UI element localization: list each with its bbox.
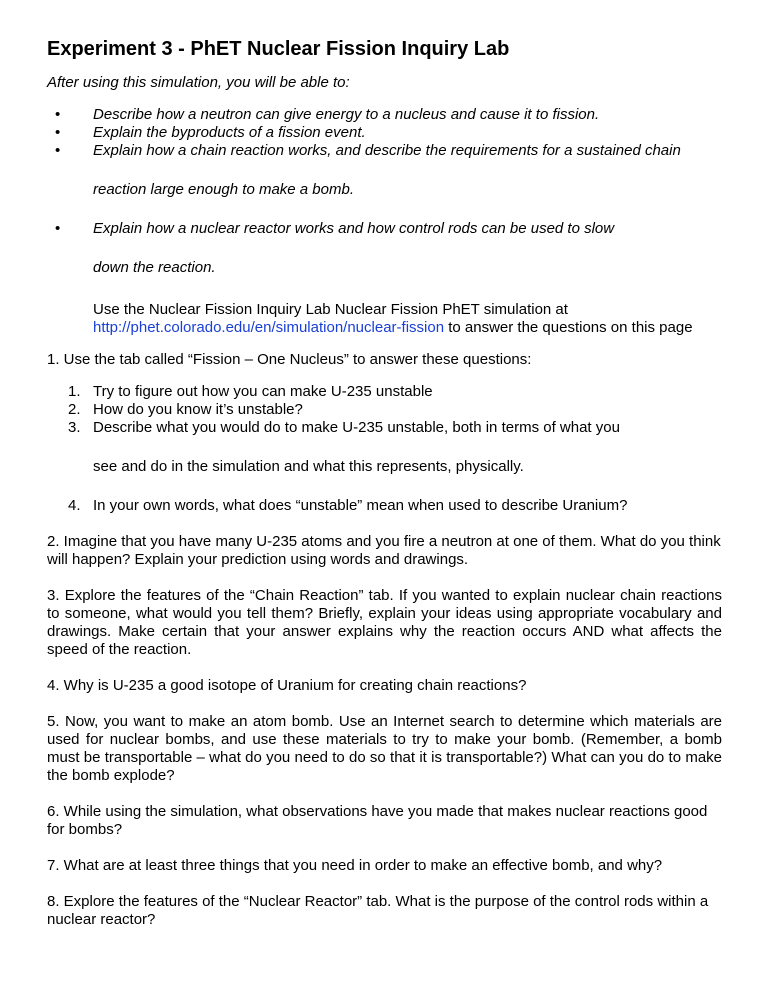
objective-text: Describe how a neutron can give energy to a nucleus and cause it to fission.: [93, 106, 600, 123]
question-3: 3. Explore the features of the “Chain Reaction” tab. If you wanted to explain nuclear chain reactions to someone, what would you tell them? Briefly, explain your ideas using appropriate vocabulary and drawings. Make certain that your answer explains why the reaction occurs AND what affects the speed of the reaction.: [47, 587, 722, 658]
bullet-icon: •: [55, 106, 61, 123]
objective-continuation: reaction large enough to make a bomb.: [93, 181, 354, 198]
subquestion-number: 4.: [68, 497, 81, 514]
subquestion-text: In your own words, what does “unstable” mean when used to describe Uranium?: [93, 497, 628, 514]
question-2: 2. Imagine that you have many U-235 atoms and you fire a neutron at one of them. What do you think will happen? Explain your prediction using words and drawings.: [47, 533, 721, 568]
question-1: 1. Use the tab called “Fission – One Nucleus” to answer these questions:: [47, 351, 532, 368]
subquestion-item: [47, 401, 722, 419]
subquestion-number: 2.: [68, 401, 81, 418]
objective-item: [47, 142, 722, 199]
subquestion-item: [47, 497, 722, 515]
bullet-icon: •: [55, 220, 61, 237]
question-8: 8. Explore the features of the “Nuclear Reactor” tab. What is the purpose of the control rods within a nuclear reactor?: [47, 893, 709, 928]
simulation-note: [47, 301, 722, 337]
subquestion-text: How do you know it’s unstable?: [93, 401, 303, 418]
question-5: 5. Now, you want to make an atom bomb. Use an Internet search to determine which materials are used for nuclear bombs, and use these materials to try to make your bomb. (Remember, a bomb must be transportable – what do you need to do so that it is transportable?) What can you do to make the bomb explode?: [47, 713, 722, 784]
subquestion-continuation: see and do in the simulation and what this represents, physically.: [93, 458, 524, 475]
subquestion-number: 3.: [68, 419, 81, 436]
objective-text: Explain the byproducts of a fission event.: [93, 124, 366, 141]
question-1-subitems: [47, 383, 722, 515]
bullet-icon: •: [55, 124, 61, 141]
subquestion-item: [47, 383, 722, 401]
subquestion-text: Describe what you would do to make U-235 unstable, both in terms of what you: [93, 419, 620, 436]
objective-continuation: down the reaction.: [93, 259, 216, 276]
objective-item: [47, 106, 722, 124]
objectives-list: [47, 106, 722, 277]
subquestion-text: Try to figure out how you can make U-235 unstable: [93, 383, 433, 400]
bullet-icon: •: [55, 142, 61, 159]
simulation-note-tail: to answer the questions on this page: [444, 319, 693, 336]
objective-text: Explain how a chain reaction works, and describe the requirements for a sustained chain: [93, 142, 681, 159]
question-6: 6. While using the simulation, what observations have you made that makes nuclear reactions good for bombs?: [47, 803, 708, 838]
intro-text: After using this simulation, you will be able to:: [47, 74, 350, 91]
document-page: [47, 36, 722, 929]
question-7: 7. What are at least three things that you need in order to make an effective bomb, and why?: [47, 857, 663, 874]
subquestion-number: 1.: [68, 383, 81, 400]
page-title: Experiment 3 - PhET Nuclear Fission Inquiry Lab: [47, 38, 510, 60]
simulation-link[interactable]: http://phet.colorado.edu/en/simulation/nuclear-fission: [93, 319, 445, 336]
objective-text: Explain how a nuclear reactor works and how control rods can be used to slow: [93, 220, 615, 237]
simulation-note-text: Use the Nuclear Fission Inquiry Lab Nuclear Fission PhET simulation at: [93, 301, 568, 318]
subquestion-item: [47, 419, 722, 476]
question-4: 4. Why is U-235 a good isotope of Uranium for creating chain reactions?: [47, 677, 527, 694]
objective-item: [47, 124, 722, 142]
objective-item: [47, 220, 722, 277]
